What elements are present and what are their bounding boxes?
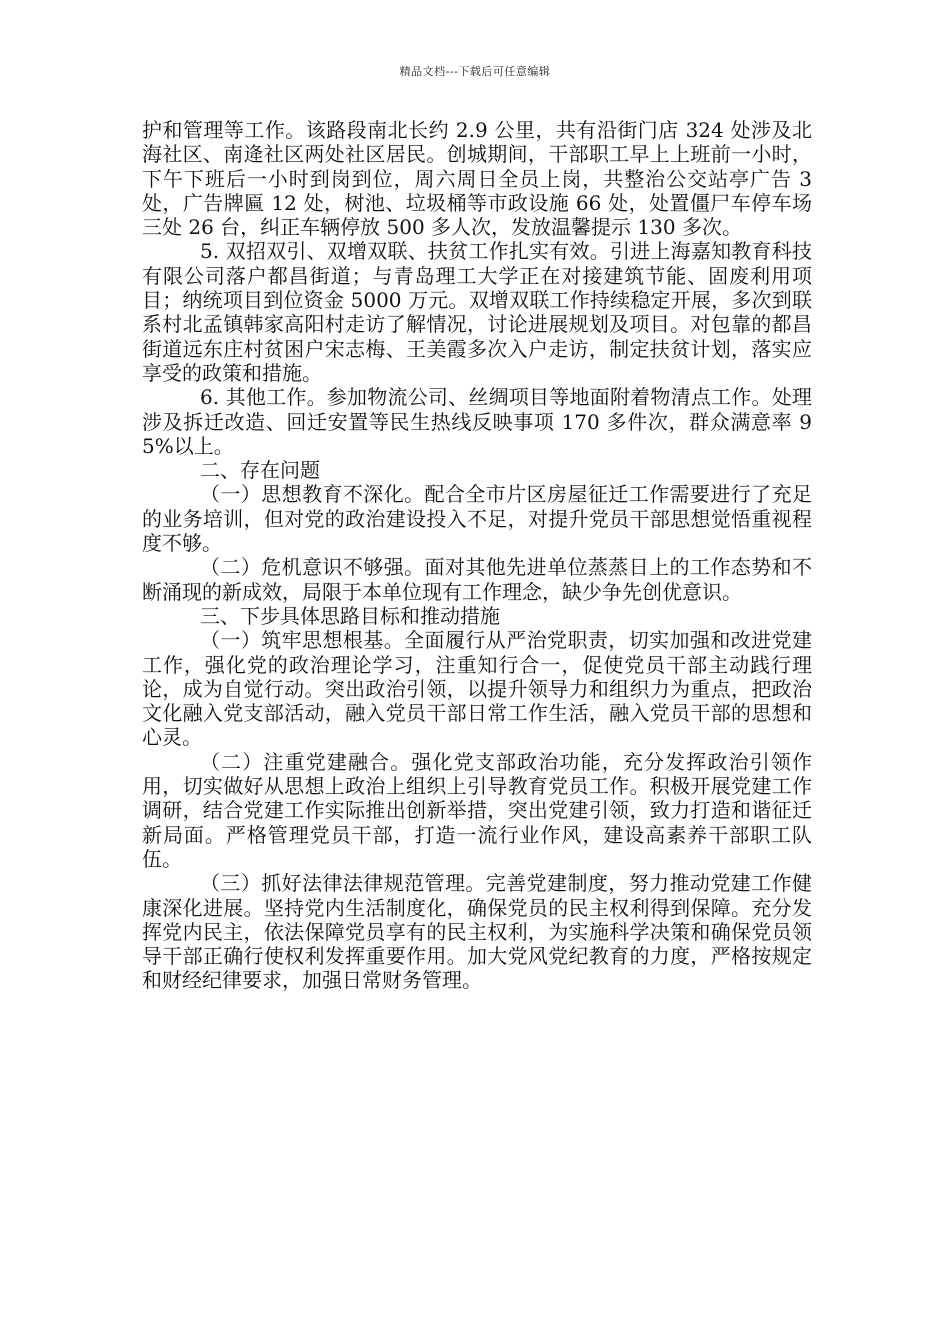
document-body: [142, 118, 812, 993]
paragraph-problem-1: （一）思想教育不深化。配合全市片区房屋征迁工作需要进行了充足的业务培训，但对党的政治建设投入不足，对提升党员干部思想觉悟重视程度不够。: [142, 482, 812, 556]
paragraph-measure-1: （一）筑牢思想根基。全面履行从严治党职责，切实加强和改进党建工作，强化党的政治理论学习，注重知行合一，促使党员干部主动践行理论，成为自觉行动。突出政治引领，以提升领导力和组织力为重点，把政治文化融入党支部活动，融入党员干部日常工作生活，融入党员干部的思想和心灵。: [142, 628, 812, 750]
paragraph-road-maintenance: 护和管理等工作。该路段南北长约 2.9 公里，共有沿街门店 324 处涉及北海社区、南逄社区两处社区居民。创城期间，干部职工早上上班前一小时，下午下班后一小时到岗到位，周六周日全员上岗，共整治公交站亭广告 3 处，广告牌匾 12 处，树池、垃圾桶等市政设施 66 处，处置僵尸车停车场三处 26 台，纠正车辆停放 500 多人次，发放温馨提示 130 多次。: [142, 118, 812, 240]
paragraph-other-work: 6. 其他工作。参加物流公司、丝绸项目等地面附着物清点工作。处理涉及拆迁改造、回迁安置等民生热线反映事项 170 多件次，群众满意率 95%以上。: [142, 385, 812, 458]
paragraph-investment-poverty: 5. 双招双引、双增双联、扶贫工作扎实有效。引进上海嘉知教育科技有限公司落户都昌街道；与青岛理工大学正在对接建筑节能、固废利用项目；纳统项目到位资金 5000 万元。双增双联工作持续稳定开展，多次到联系村北孟镇韩家高阳村走访了解情况，讨论进展规划及项目。对包靠的都昌街道远东庄村贫困户宋志梅、王美霞多次入户走访，制定扶贫计划，落实应享受的政策和措施。: [142, 239, 812, 385]
section-heading-problems: 二、存在问题: [200, 458, 320, 483]
paragraph-measure-3: （三）抓好法律法律规范管理。完善党建制度，努力推动党建工作健康深化进展。坚持党内生活制度化，确保党员的民主权利得到保障。充分发挥党内民主，依法保障党员享有的民主权利，为实施科学决策和确保党员领导干部正确行使权利发挥重要作用。加大党风党纪教育的力度，严格按规定和财经纪律要求，加强日常财务管理。: [142, 871, 812, 993]
section-heading-next-steps: 三、下步具体思路目标和推动措施: [200, 603, 500, 628]
paragraph-problem-2: （二）危机意识不够强。面对其他先进单位蒸蒸日上的工作态势和不断涌现的新成效，局限于本单位现有工作理念，缺少争先创优意识。: [142, 555, 812, 604]
paragraph-measure-2: （二）注重党建融合。强化党支部政治功能，充分发挥政治引领作用，切实做好从思想上政治上组织上引导教育党员工作。积极开展党建工作调研，结合党建工作实际推出创新举措，突出党建引领，致力打造和谐征迁新局面。严格管理党员干部，打造一流行业作风，建设高素养干部职工队伍。: [142, 749, 812, 871]
page-header: 精品文档---下载后可任意编辑: [399, 65, 551, 78]
